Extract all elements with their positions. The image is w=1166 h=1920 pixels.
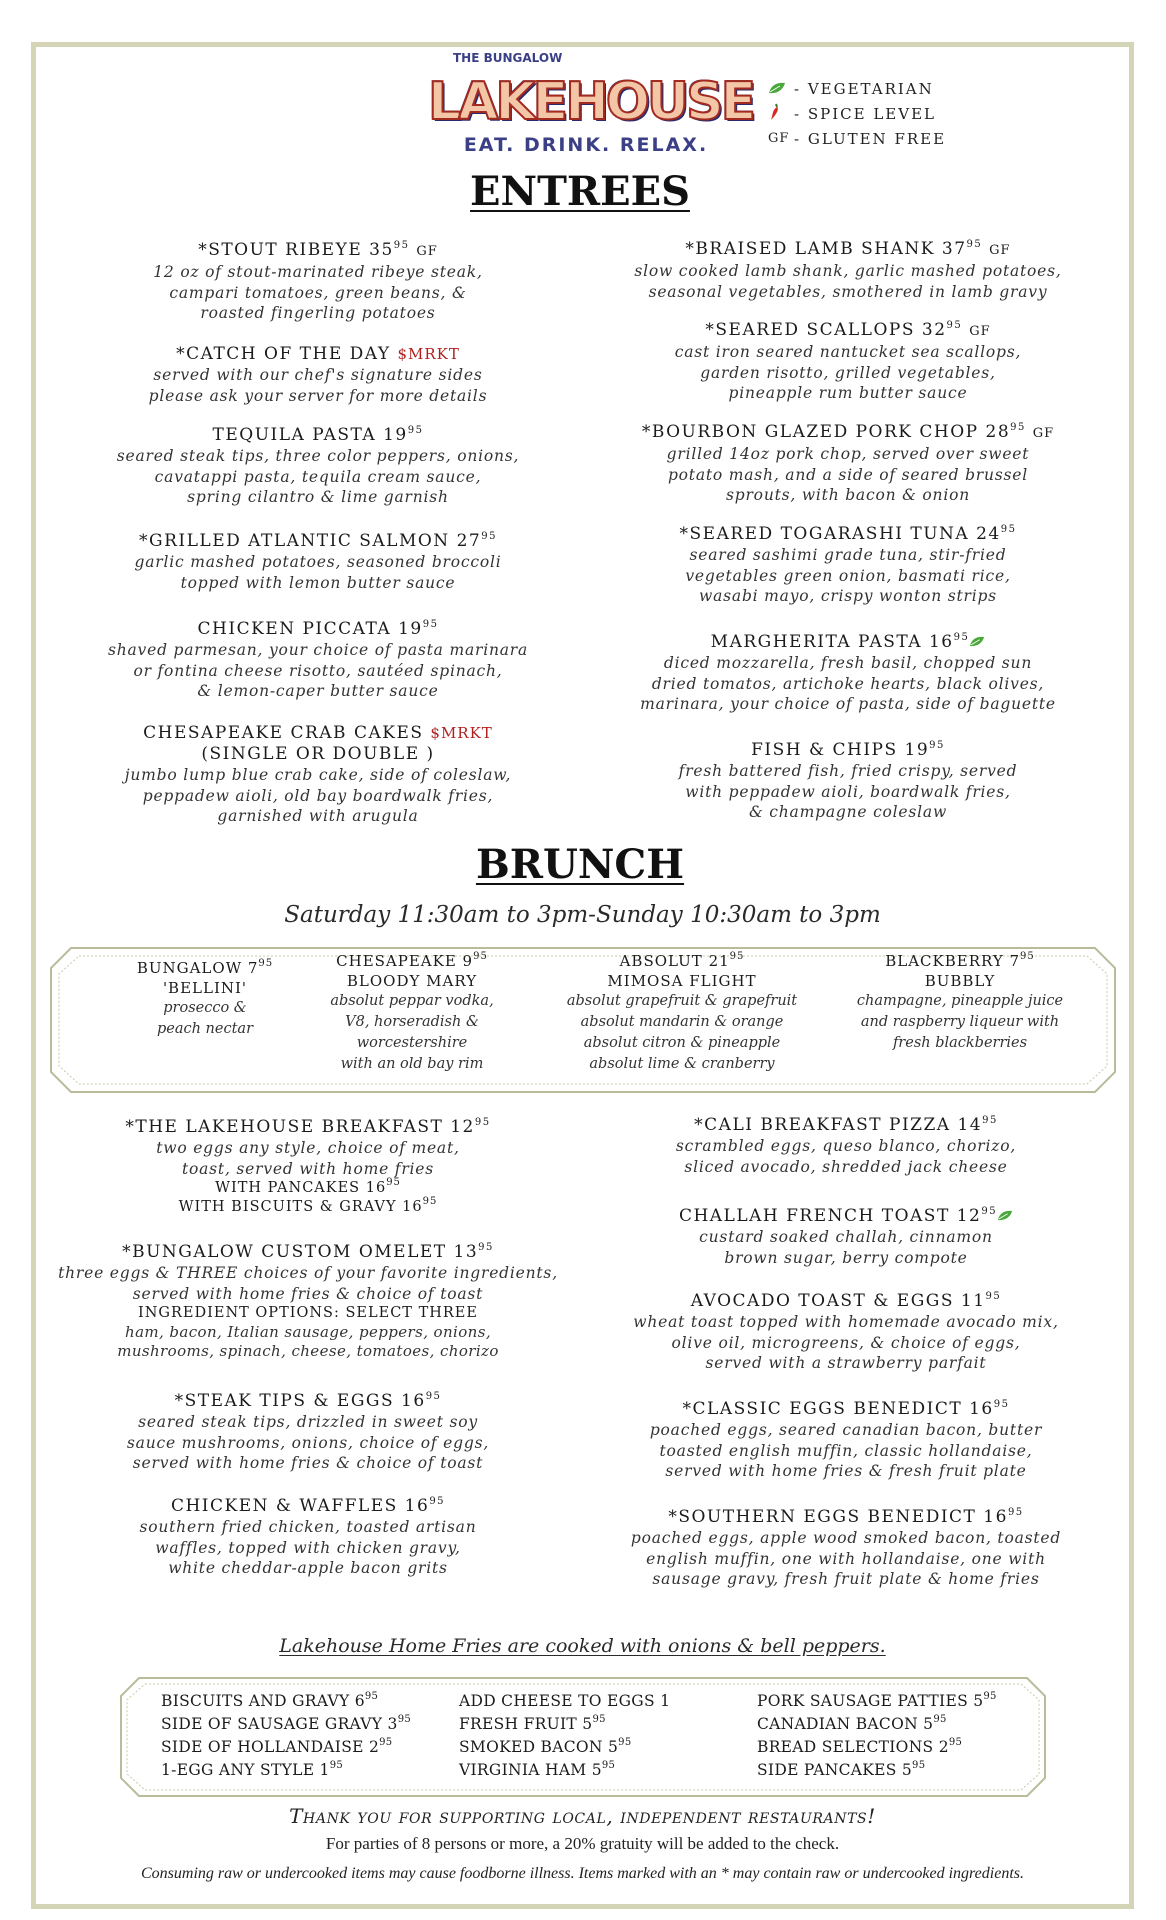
legend-row-vegetarian [768,76,988,101]
price-cents: 95 [397,1714,412,1725]
item-description: olive oil, microgreens, & choice of eggs, [671,1333,1021,1352]
menu-item [613,239,1083,302]
drink-description: peach nectar [156,1021,254,1037]
price-cents: 95 [473,951,488,962]
item-description: peppadew aioli, old bay boardwalk fries, [142,786,494,805]
item-name: CHICKEN & WAFFLES $16^{95}$ [170,1496,446,1516]
item-description: vegetables green onion, basmati rice, [685,566,1011,585]
menu-item [83,619,553,702]
market-price: $MRKT [397,345,460,363]
side-item: VIRGINIA HAM $5^{95}$ [459,1760,616,1779]
item-name: *THE LAKEHOUSE BREAKFAST $12^{95}$ [125,1117,491,1137]
item-description: sauce mushrooms, onions, choice of eggs, [126,1433,490,1452]
item-description: & lemon-caper butter sauce [197,682,439,700]
side-item: ADD CHEESE TO EGGS 1 [459,1692,671,1710]
item-name: *BUNGALOW CUSTOM OMELET $13^{95}$ [122,1242,494,1262]
leaf-icon [969,632,985,643]
item-description: slow cooked lamb shank, garlic mashed potatoes, [634,262,1062,280]
drink-name-line2: BLOODY MARY [346,972,478,990]
price-cents: 95 [618,1737,632,1748]
item-description: waffles, topped with chicken gravy, [155,1538,461,1557]
menu-item [613,524,1083,607]
item-add-on: WITH PANCAKES $16^{95}$ [215,1177,401,1196]
options-title: INGREDIENT OPTIONS: SELECT THREE [138,1305,478,1321]
menu-item [83,344,553,406]
drink-item [845,951,1075,1054]
item-description: 12 oz of stout-marinated ribeye steak, [153,263,483,281]
item-description: toast, served with home fries [181,1159,435,1178]
price-cents: 95 [1010,422,1026,433]
item-description: roasted fingerling potatoes [200,304,436,322]
entrees-title: ENTREES [470,168,690,215]
options-text: mushrooms, spinach, cheese, tomatoes, chorizo [117,1342,499,1360]
brunch-title: BRUNCH [475,841,685,888]
footer-warning: Consuming raw or undercooked items may cause foodborne illness. Items marked with an * may contain raw or undercooked ingredients. [141,1865,1024,1882]
item-description: garnished with arugula [217,807,419,825]
drink-description: absolut citron & pineapple [583,1035,781,1051]
item-description: fresh battered fish, fried crispy, served [678,762,1018,780]
side-item: BREAD SELECTIONS $2^{95}$ [757,1737,963,1756]
item-description: white cheddar-apple bacon grits [168,1559,448,1577]
item-description: toasted english muffin, classic hollandaise, [659,1441,1033,1460]
price-cents: 95 [933,1714,947,1725]
item-description: scrambled eggs, queso blanco, chorizo, [675,1137,1017,1155]
legend-row-gluten-free [768,126,988,151]
side-item: FRESH FRUIT $5^{95}$ [459,1714,606,1733]
price-cents: 95 [386,1177,401,1188]
item-description: sprouts, with bacon & onion [726,486,970,504]
menu-item [48,1391,568,1474]
brunch-hours: Saturday 11:30am to 3pm-Sunday 10:30am to 3pm [284,902,881,928]
price-cents: 95 [1020,951,1035,962]
item-description: marinara, your choice of pasta, side of baguette [640,695,1056,713]
menu-item [596,1291,1096,1374]
price-cents: 95 [966,239,983,250]
item-description: garden risotto, grilled vegetables, [700,363,996,382]
gf-icon: GF [989,243,1011,258]
gf-icon: GF [768,131,790,146]
item-description: poached eggs, apple wood smoked bacon, toasted [630,1529,1062,1547]
price-cents: 95 [422,1196,438,1207]
item-description: two eggs any style, choice of meat, [156,1139,460,1157]
drink-description: and raspberry liqueur with [860,1014,1060,1030]
menu-item [596,1507,1096,1590]
menu-item [613,422,1083,506]
side-item: SIDE PANCAKES $5^{95}$ [757,1760,926,1779]
price-cents: 95 [429,1496,446,1507]
item-description: seared steak tips, three color peppers, onions, [116,447,520,465]
drink-name: BUNGALOW $7^{95}$ [136,958,274,977]
drink-name: BLACKBERRY $7^{95}$ [885,951,1035,970]
drink-description: absolut peppar vodka, [330,993,494,1009]
menu-item [83,425,553,508]
item-description: jumbo lump blue crab cake, side of coleslaw, [124,766,512,784]
price-cents: 95 [993,1399,1010,1410]
footer-gratuity: For parties of 8 persons or more, a 20% gratuity will be added to the check. [325,1834,840,1853]
logo-small-text: THE BUNGALOW [453,51,563,65]
leaf-icon [768,80,794,98]
item-name: CHICKEN PICCATA $19^{95}$ [197,619,439,639]
item-name: *GRILLED ATLANTIC SALMON $27^{95}$ [139,531,497,551]
item-description: southern fried chicken, toasted artisan [139,1518,477,1536]
price-cents: 95 [379,1737,393,1748]
price-cents: 95 [592,1714,606,1725]
drink-name: CHESAPEAKE $9^{95}$ [336,951,488,970]
side-item: CANADIAN BACON $5^{95}$ [757,1714,947,1733]
price-cents: 95 [982,1115,998,1126]
menu-item [596,1115,1096,1177]
item-description: english muffin, one with hollandaise, one with [646,1549,1046,1568]
item-name: TEQUILA PASTA $19^{95}$ [212,425,424,445]
menu-item [48,1117,568,1217]
menu-item [596,1206,1096,1268]
drink-name-line2: MIMOSA FLIGHT [607,972,757,990]
price-cents: 95 [1000,524,1017,535]
price-cents: 95 [407,425,424,436]
item-description: shaved parmesan, your choice of pasta marinara [107,641,529,659]
price-cents: 95 [912,1760,926,1771]
pepper-icon [768,103,794,125]
drink-item [307,951,517,1075]
item-description: served with our chef's signature sides [153,366,483,384]
price-cents: 95 [985,1291,1002,1302]
drink-name-line2: BUBBLY [924,972,996,990]
item-description: custard soaked challah, cinnamon [699,1228,993,1246]
legend-row-spice [768,101,988,126]
logo [428,51,754,162]
item-name: *BOURBON GLAZED PORK CHOP $28^{95}$ GF [641,422,1055,442]
drink-description: V8, horseradish & [345,1014,479,1030]
price-cents: 95 [981,1206,998,1217]
item-description: served with a strawberry parfait [705,1354,987,1372]
price-cents: 95 [364,1691,379,1702]
item-description: pineapple rum butter sauce [728,384,968,402]
drink-item [115,958,295,1040]
menu-item [596,1399,1096,1482]
side-item: BISCUITS AND GRAVY $6^{95}$ [161,1691,379,1710]
item-description: topped with lemon butter sauce [180,573,456,592]
sides-column [161,1690,411,1782]
item-description: cast iron seared nantucket sea scallops, [674,343,1022,361]
item-name: *STOUT RIBEYE $35^{95}$ GF [198,240,438,260]
price-cents: 95 [393,240,410,251]
menu-item [613,632,1083,715]
drink-description: prosecco & [163,1000,247,1016]
gf-icon: GF [1032,426,1055,441]
item-name: *SEARED TOGARASHI TUNA $24^{95}$ [679,524,1017,544]
item-name: *CALI BREAKFAST PIZZA $14^{95}$ [694,1115,998,1135]
price-cents: 95 [953,632,970,643]
legend-label: - SPICE LEVEL [794,104,936,123]
item-name: CHALLAH FRENCH TOAST $12^{95}$ [596,1206,1096,1227]
item-name: AVOCADO TOAST & EGGS $11^{95}$ [690,1291,1002,1311]
drink-name-line2: 'BELLINI' [162,979,248,997]
item-description: campari tomatoes, green beans, & [169,283,467,302]
item-description: please ask your server for more details [148,386,488,405]
item-name: *BRAISED LAMB SHANK $37^{95}$ GF [685,239,1011,259]
menu-item [48,1496,568,1579]
item-description: served with home fries & choice of toast [132,1284,484,1303]
drink-item [552,951,812,1075]
item-description: poached eggs, seared canadian bacon, butter [649,1421,1043,1439]
item-description: sliced avocado, shredded jack cheese [684,1157,1008,1176]
sides-column [459,1690,670,1782]
price-cents: 95 [983,1691,997,1702]
price-cents: 95 [481,531,497,542]
legend-label: - VEGETARIAN [794,79,934,98]
item-description: dried tomatos, artichoke hearts, black olives, [651,674,1045,693]
item-name: *SEARED SCALLOPS $32^{95}$ GF [705,320,991,340]
price-cents: 95 [946,320,963,331]
item-description: grilled 14oz pork chop, served over sweet [666,445,1030,463]
item-name: FISH & CHIPS $19^{95}$ [751,740,945,760]
menu-item [83,531,553,593]
item-name: *STEAK TIPS & EGGS $16^{95}$ [174,1391,442,1411]
side-item: SIDE OF SAUSAGE GRAVY $3^{95}$ [161,1714,412,1733]
drink-description: champagne, pineapple juice [856,993,1064,1009]
price-cents: 95 [329,1760,344,1771]
logo-main-text: LAKEHOUSE [428,72,754,132]
item-description: sausage gravy, fresh fruit plate & home fries [652,1570,1040,1588]
item-description: diced mozzarella, fresh basil, chopped sun [663,654,1033,672]
item-add-on: WITH BISCUITS & GRAVY $16^{95}$ [178,1196,438,1215]
price-cents: 95 [478,1242,494,1253]
item-name: *CATCH OF THE DAY $MRKT [176,344,460,364]
drink-description: absolut lime & cranberry [589,1056,775,1072]
side-item: PORK SAUSAGE PATTIES $5^{95}$ [757,1691,997,1710]
drink-description: with an old bay rim [340,1056,484,1072]
drink-description: fresh blackberries [892,1035,1028,1051]
price-cents: 95 [729,951,745,962]
menu-item [613,320,1083,404]
menu-item [613,740,1083,823]
item-description: served with home fries & fresh fruit plate [665,1462,1027,1480]
sides-column [757,1690,997,1782]
item-description: seared sashimi grade tuna, stir-fried [689,546,1007,564]
options-text: ham, bacon, Italian sausage, peppers, onions, [125,1323,491,1341]
item-description: served with home fries & choice of toast [132,1454,484,1472]
price-cents: 95 [601,1760,616,1771]
gf-icon: GF [416,244,438,259]
footer-thanks: Thank you for supporting local, independent restaurants! [289,1804,876,1828]
price-cents: 95 [929,740,945,751]
home-fries-note: Lakehouse Home Fries are cooked with onions & bell peppers. [279,1635,886,1657]
gf-icon: GF [969,324,991,339]
side-item: SMOKED BACON $5^{95}$ [459,1737,632,1756]
leaf-icon [997,1206,1013,1217]
item-description: seared steak tips, drizzled in sweet soy [138,1413,478,1431]
price-cents: 95 [474,1117,491,1128]
price-cents: 95 [258,958,274,969]
legend-label: - GLUTEN FREE [794,129,947,148]
item-description: with peppadew aioli, boardwalk fries, [685,782,1011,801]
drink-name: ABSOLUT $21^{95}$ [619,951,745,970]
item-description: spring cilantro & lime garnish [187,488,449,506]
menu-item [83,240,553,324]
price-cents: 95 [948,1737,963,1748]
market-price: $MRKT [430,724,493,742]
item-description: wheat toast topped with homemade avocado mix, [633,1313,1059,1331]
drink-description: absolut mandarin & orange [580,1014,784,1030]
price-cents: 95 [1007,1507,1024,1518]
side-item: SIDE OF HOLLANDAISE $2^{95}$ [161,1737,393,1756]
item-name: *SOUTHERN EGGS BENEDICT $16^{95}$ [668,1507,1024,1527]
item-name: (SINGLE OR DOUBLE ) [201,744,435,764]
item-description: garlic mashed potatoes, seasoned broccoli [134,553,502,571]
logo-tagline: EAT. DRINK. RELAX. [463,134,709,156]
item-description: & champagne coleslaw [748,803,948,821]
item-description: wasabi mayo, crispy wonton strips [699,587,997,605]
item-description: or fontina cheese risotto, sautéed spinach, [133,661,503,680]
drink-description: absolut grapefruit & grapefruit [566,993,798,1009]
item-description: seasonal vegetables, smothered in lamb gravy [648,282,1048,301]
legend [768,76,988,151]
menu-item [48,1242,568,1361]
price-cents: 95 [425,1391,442,1402]
item-name: CHESAPEAKE CRAB CAKES $MRKT [143,723,493,743]
item-description: potato mash, and a side of seared brussel [667,465,1029,484]
drink-description: worcestershire [356,1035,468,1051]
item-description: cavatappi pasta, tequila cream sauce, [154,467,482,486]
item-description: brown sugar, berry compote [724,1248,968,1267]
side-item: 1-EGG ANY STYLE $1^{95}$ [161,1760,344,1779]
price-cents: 95 [422,619,439,630]
item-name: MARGHERITA PASTA $16^{95}$ [613,632,1083,653]
menu-item [83,723,553,827]
item-description: three eggs & THREE choices of your favorite ingredients, [58,1264,558,1282]
item-name: *CLASSIC EGGS BENEDICT $16^{95}$ [682,1399,1010,1419]
